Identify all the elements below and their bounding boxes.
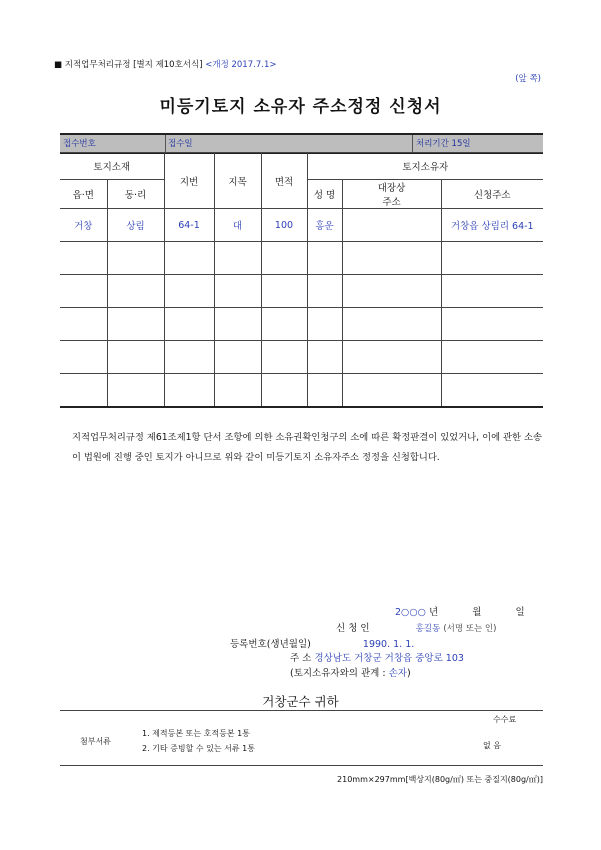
empty-cell[interactable] [441, 341, 543, 374]
receipt-number-label: 접수번호 [63, 139, 96, 149]
empty-cell[interactable] [60, 374, 107, 408]
application-date [395, 604, 525, 618]
empty-cell[interactable] [307, 275, 342, 308]
empty-cell[interactable] [214, 308, 261, 341]
empty-cell[interactable] [164, 275, 214, 308]
empty-cell[interactable] [307, 242, 342, 275]
applicant-line [336, 620, 496, 634]
applicant-name[interactable]: 홍길동 [415, 624, 441, 634]
day-unit: 일 [515, 607, 525, 618]
empty-cell[interactable] [107, 275, 164, 308]
empty-cell[interactable] [164, 308, 214, 341]
owner-header: 토지소유자 [307, 153, 543, 180]
table-row [60, 341, 543, 374]
empty-cell[interactable] [441, 275, 543, 308]
cell-name[interactable]: 홍운 [307, 209, 342, 242]
empty-cell[interactable] [261, 374, 307, 408]
address-label: 주 소 [290, 653, 312, 664]
ledger-address-header [342, 180, 441, 209]
table-row [60, 275, 543, 308]
cell-dong-ri[interactable]: 상림 [107, 209, 164, 242]
empty-cell[interactable] [261, 242, 307, 275]
cell-ledger-address[interactable] [342, 209, 441, 242]
relation-line [290, 665, 411, 679]
empty-cell[interactable] [107, 341, 164, 374]
addressee: 거창군수 귀하 [262, 694, 339, 709]
cell-land-category[interactable]: 대 [214, 209, 261, 242]
applicant-label: 신 청 인 [336, 623, 370, 634]
receipt-divider [165, 135, 166, 153]
attachment-item: 1. 제적등본 또는 호적등본 1통 [142, 729, 250, 738]
form-reference [54, 58, 276, 70]
month-unit: 월 [472, 607, 482, 618]
address-line [290, 650, 464, 664]
name-header: 성 명 [307, 180, 342, 209]
table-row [60, 242, 543, 275]
table-row [60, 374, 543, 408]
form-reference-text: ■ 지적업무처리규정 [별지 제10호서식] [54, 60, 203, 70]
empty-cell[interactable] [342, 242, 441, 275]
page-side-label: (앞 쪽) [515, 74, 541, 84]
page-title: 미등기토지 소유자 주소정정 신청서 [159, 97, 442, 117]
empty-cell[interactable] [214, 374, 261, 408]
divider [60, 710, 543, 711]
empty-cell[interactable] [342, 374, 441, 408]
registration-value[interactable]: 1990. 1. 1. [362, 639, 415, 650]
land-table [60, 152, 543, 408]
relation-close: ) [406, 668, 411, 679]
area-header: 면적 [261, 153, 307, 209]
empty-cell[interactable] [214, 275, 261, 308]
dong-ri-header: 동·리 [107, 180, 164, 209]
empty-cell[interactable] [107, 374, 164, 408]
year-unit: 년 [428, 607, 439, 618]
receipt-divider [412, 135, 413, 153]
cell-area[interactable]: 100 [261, 209, 307, 242]
revision-note: <개정 2017.7.1> [205, 60, 277, 70]
empty-cell[interactable] [60, 308, 107, 341]
processing-period-label: 처리기간 15일 [416, 139, 471, 149]
empty-cell[interactable] [307, 374, 342, 408]
empty-cell[interactable] [107, 242, 164, 275]
lot-number-header: 지번 [164, 153, 214, 209]
cell-eup-myeon[interactable]: 거창 [60, 209, 107, 242]
attachments-label: 첨부서류 [80, 737, 111, 746]
table-row [60, 209, 543, 242]
registration-line [230, 636, 414, 650]
empty-cell[interactable] [441, 242, 543, 275]
receipt-bar [60, 133, 543, 154]
ledger-address-header-line2: 주소 [382, 197, 401, 208]
empty-cell[interactable] [60, 341, 107, 374]
empty-cell[interactable] [164, 341, 214, 374]
receipt-date-label: 접수일 [168, 139, 193, 149]
fee-label: 수수료 [493, 715, 517, 724]
empty-cell[interactable] [342, 275, 441, 308]
empty-cell[interactable] [214, 242, 261, 275]
address-value[interactable]: 경상남도 거창군 거창읍 중앙로 103 [314, 653, 464, 664]
fee-value: 없 음 [483, 741, 501, 750]
declaration-text: 지적업무처리규정 제61조제1항 단서 조항에 의한 소유권확인청구의 소에 따른 확정판결이 있었거나, 이에 관한 소송이 법원에 진행 중인 토지가 아니므로 위와 같이 미등기토지 소유자주소 정정을 신청합니다. [72, 432, 542, 463]
ledger-address-header-line1: 대장상 [377, 183, 406, 194]
land-location-header: 토지소재 [60, 153, 164, 180]
attachment-item: 2. 기타 증빙할 수 있는 서류 1통 [142, 744, 255, 753]
empty-cell[interactable] [164, 242, 214, 275]
empty-cell[interactable] [342, 308, 441, 341]
empty-cell[interactable] [441, 374, 543, 408]
sign-note: (서명 또는 인) [443, 624, 497, 634]
relation-label: (토지소유자와의 관계 : [290, 668, 386, 679]
empty-cell[interactable] [261, 308, 307, 341]
requested-address-header: 신청주소 [441, 180, 543, 209]
paper-spec: 210mm×297mm[백상지(80g/㎡) 또는 중질지(80g/㎡)] [337, 775, 543, 784]
empty-cell[interactable] [261, 275, 307, 308]
registration-label: 등록번호(생년월일) [230, 639, 311, 650]
land-category-header: 지목 [214, 153, 261, 209]
cell-lot-number[interactable]: 64-1 [164, 209, 214, 242]
empty-cell[interactable] [107, 308, 164, 341]
date-year[interactable]: 2○○○ [395, 607, 426, 618]
empty-cell[interactable] [342, 341, 441, 374]
table-row [60, 308, 543, 341]
empty-cell[interactable] [60, 275, 107, 308]
empty-cell[interactable] [214, 341, 261, 374]
empty-cell[interactable] [441, 308, 543, 341]
relation-value[interactable]: 손자 [388, 668, 407, 679]
empty-cell[interactable] [261, 341, 307, 374]
divider [60, 765, 543, 766]
empty-cell[interactable] [307, 341, 342, 374]
empty-cell[interactable] [60, 242, 107, 275]
empty-cell[interactable] [164, 374, 214, 408]
eup-myeon-header: 읍·면 [60, 180, 107, 209]
empty-cell[interactable] [307, 308, 342, 341]
cell-requested-address[interactable]: 거창읍 상림리 64-1 [441, 209, 543, 242]
